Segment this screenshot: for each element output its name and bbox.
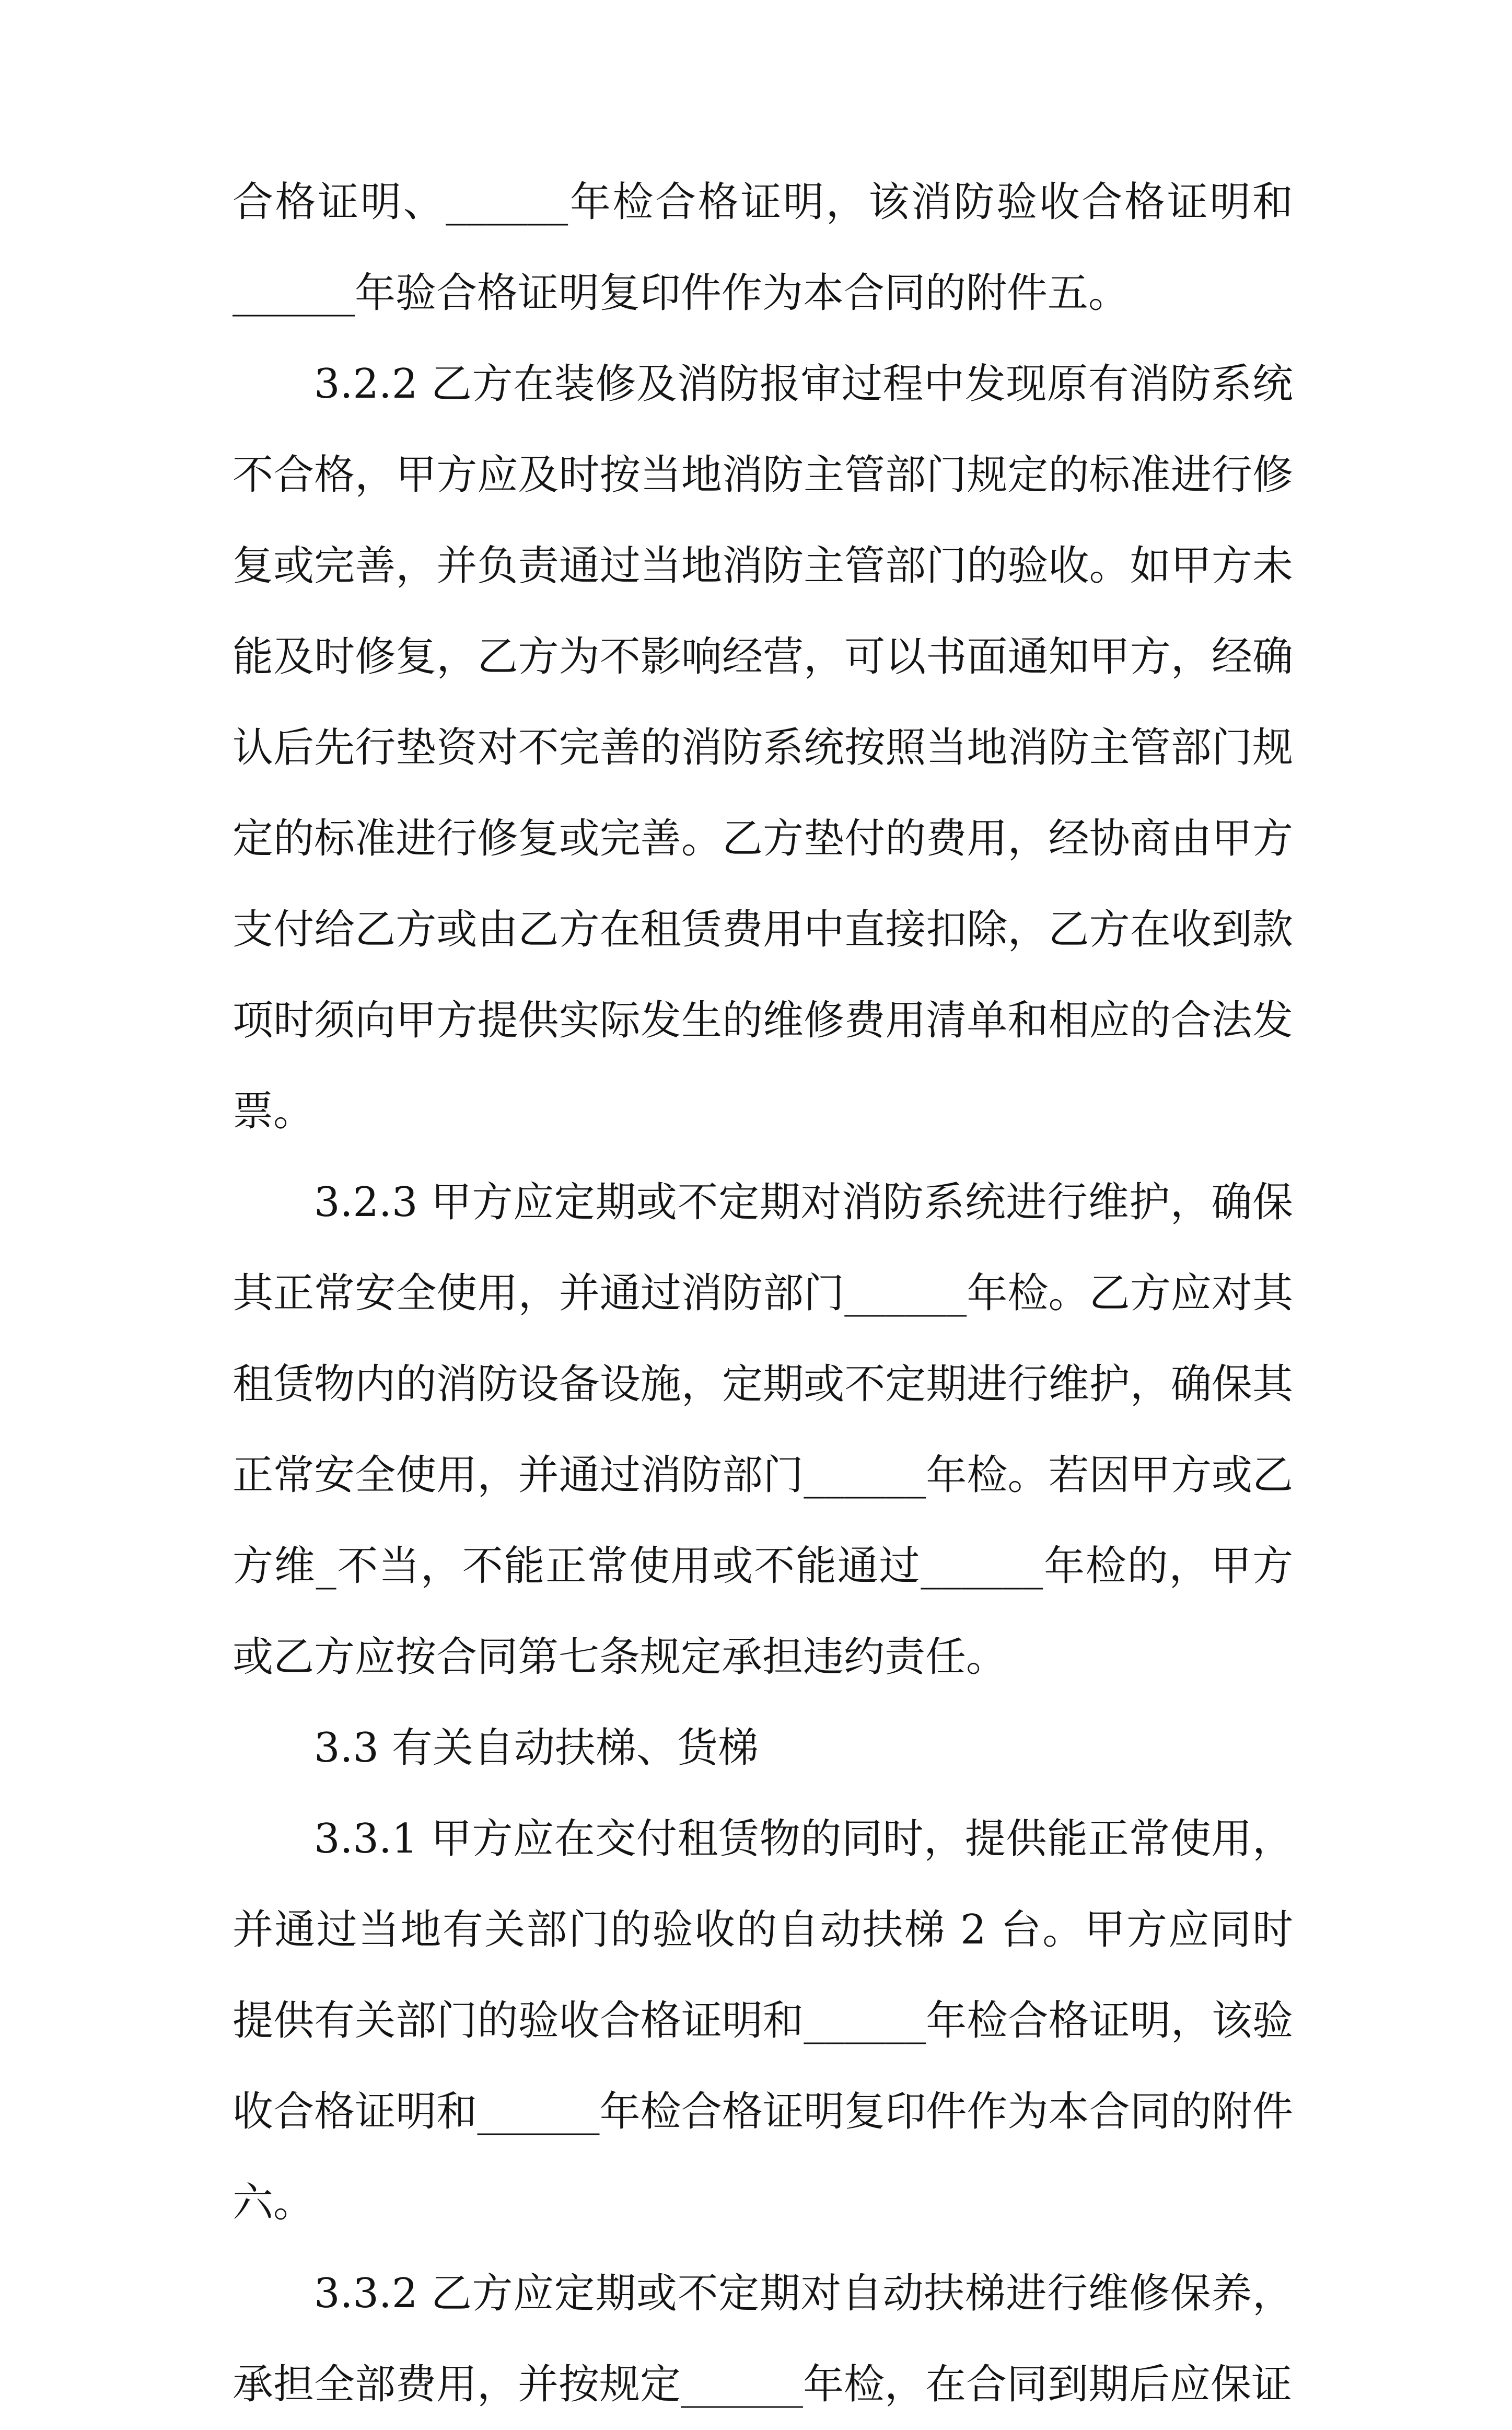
paragraph-continuation: 合格证明、______年检合格证明，该消防验收合格证明和______年验合格证明复印件作为本合同的附件五。 xyxy=(232,179,1293,317)
section-heading-3-3: 3.3 有关自动扶梯、货梯 xyxy=(314,1725,759,1772)
paragraph-3-3-2: 3.3.2 乙方应定期或不定期对自动扶梯进行维修保养，承担全部费用，并按规定______年检，在合同到期后应保证 xyxy=(232,2270,1293,2408)
paragraph-3-2-3: 3.2.3 甲方应定期或不定期对消防系统进行维护，确保其正常安全使用，并通过消防部门______年检。乙方应对其租赁物内的消防设备设施，定期或不定期进行维护，确保其正常安全使用，并通过消防部门______年检。若因甲方或乙方维_不当，不能正常使用或不能通过______年检的，甲方或乙方应按合同第七条规定承担违约责任。 xyxy=(232,1179,1293,1681)
document-page xyxy=(232,157,1293,2430)
paragraph-3-3-1: 3.3.1 甲方应在交付租赁物的同时，提供能正常使用，并通过当地有关部门的验收的自动扶梯 2 台。甲方应同时提供有关部门的验收合格证明和______年检合格证明，该验收合格证明和______年检合格证明复印件作为本合同的附件六。 xyxy=(232,1815,1293,2226)
paragraph-3-2-2: 3.2.2 乙方在装修及消防报审过程中发现原有消防系统不合格，甲方应及时按当地消防主管部门规定的标准进行修复或完善，并负责通过当地消防主管部门的验收。如甲方未能及时修复，乙方为不影响经营，可以书面通知甲方，经确认后先行垫资对不完善的消防系统按照当地消防主管部门规定的标准进行修复或完善。乙方垫付的费用，经协商由甲方支付给乙方或由乙方在租赁费用中直接扣除，乙方在收到款项时须向甲方提供实际发生的维修费用清单和相应的合法发票。 xyxy=(232,361,1293,1135)
